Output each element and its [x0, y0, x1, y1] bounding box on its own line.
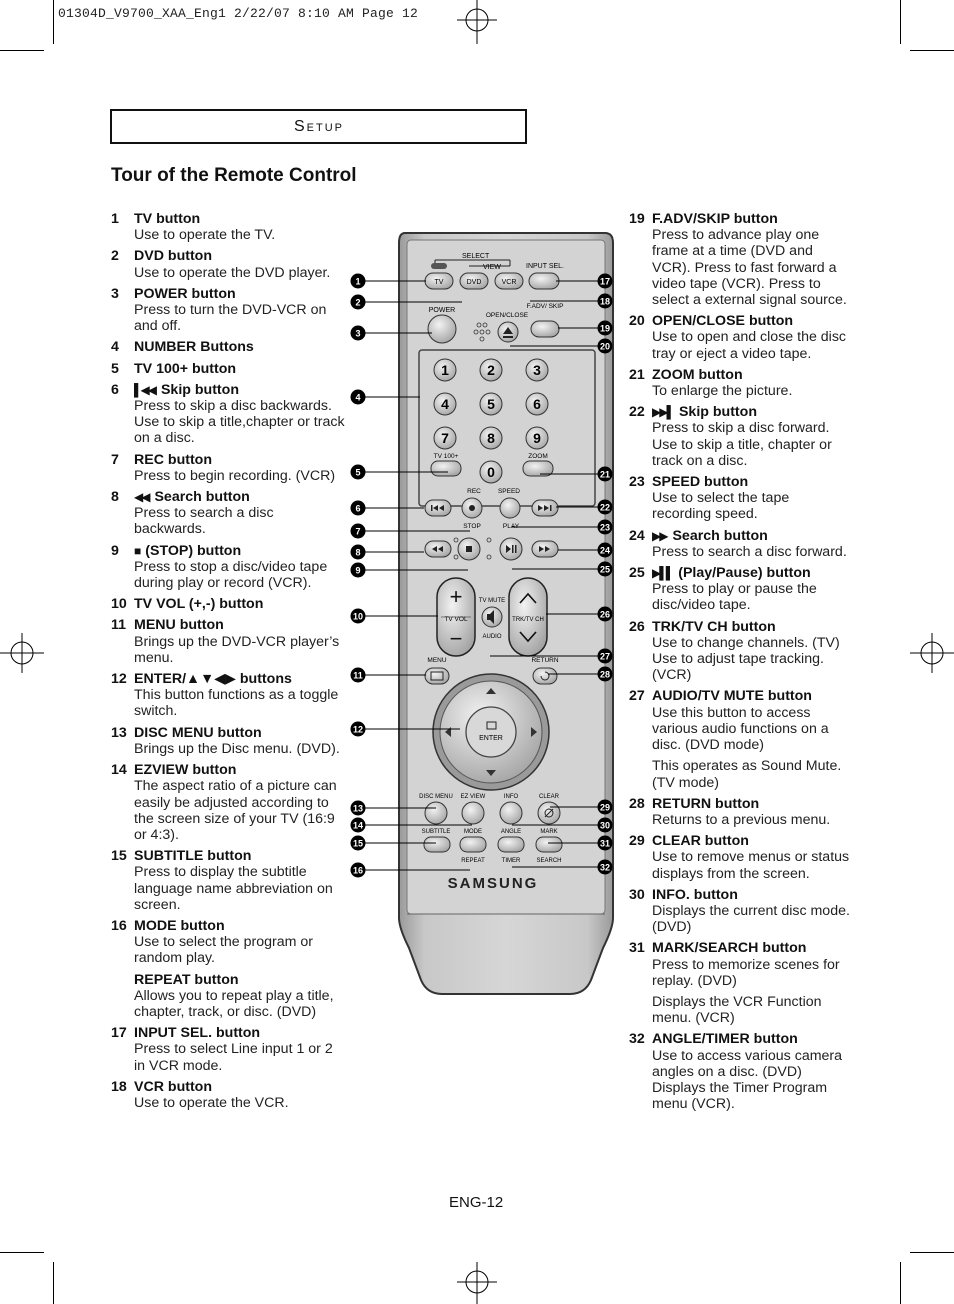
svg-text:MODE: MODE	[464, 829, 482, 835]
callout-number: 2	[355, 297, 361, 308]
callout-number: 29	[599, 802, 611, 813]
svg-text:REC: REC	[467, 488, 481, 495]
item-title-text: RETURN button	[652, 795, 760, 812]
item-description: This button functions as a toggle switch.	[134, 687, 339, 720]
item-number: 18	[111, 1078, 127, 1095]
callout-number: 25	[599, 564, 611, 575]
svg-text:MARK: MARK	[540, 829, 558, 835]
item-title-text: F.ADV/SKIP button	[652, 211, 778, 227]
svg-text:TV MUTE: TV MUTE	[478, 598, 506, 604]
print-slug: 01304D_V9700_XAA_Eng1 2/22/07 8:10 AM Page 12	[58, 6, 419, 21]
callout-number: 23	[599, 522, 611, 533]
item-title-text: AUDIO/TV MUTE button	[652, 688, 812, 705]
item-number: 26	[629, 618, 645, 635]
callout-number: 31	[599, 838, 611, 849]
item-description: Press to begin recording. (VCR)	[134, 467, 336, 484]
item-description: Use to operate the DVD player.	[134, 264, 331, 281]
item-title-text: MENU button	[134, 617, 224, 634]
repeat-note-title: REPEAT button	[134, 971, 239, 988]
item-number: 12	[111, 671, 127, 688]
digit-label: 1	[441, 362, 449, 378]
item-description: Use to open and close the disc tray or eject a video tape.	[652, 329, 847, 362]
item-title-text: POWER button	[134, 285, 236, 302]
item-number: 21	[629, 366, 645, 383]
item-number: 9	[111, 542, 119, 559]
callout-number: 14	[352, 820, 364, 831]
item-description: The aspect ratio of a picture can easily be adjusted according to the screen size of your TV (16:9 or 4:3).	[134, 778, 337, 843]
item-title-text: VCR button	[134, 1078, 213, 1095]
item-number: 25	[629, 565, 645, 582]
item-number: 11	[111, 617, 126, 634]
page-number: ENG-12	[449, 1194, 504, 1211]
item-description: Use to select the program or random play.	[134, 934, 313, 967]
svg-text:TV 100+: TV 100+	[433, 453, 459, 460]
item-number: 19	[629, 211, 645, 227]
callout-number: 10	[352, 611, 364, 622]
item-number: 32	[629, 1031, 645, 1048]
callout-number: 11	[353, 670, 363, 681]
item-title-text: Search button	[672, 527, 768, 544]
page-heading: Tour of the Remote Control	[111, 165, 357, 186]
svg-text:STOP: STOP	[463, 523, 481, 530]
item-extra-description: Displays the VCR Function menu. (VCR)	[652, 993, 822, 1027]
item-title-text: MODE button	[134, 917, 225, 934]
button-glyph-icon: ◀◀	[134, 490, 149, 505]
svg-text:TIMER: TIMER	[501, 858, 521, 864]
svg-text:POWER: POWER	[428, 307, 456, 314]
callout-number: 26	[599, 609, 611, 620]
item-description: Use this button to access various audio functions on a disc. (DVD mode)	[652, 704, 829, 754]
item-description: Press to skip a disc forward. Use to skip a title, chapter or track on a disc.	[652, 420, 832, 469]
item-title-text: SPEED button	[652, 474, 749, 491]
svg-text:TV: TV	[434, 279, 444, 286]
item-title-text: Skip button	[160, 381, 239, 398]
item-description: Returns to a previous menu.	[652, 811, 831, 828]
callout-number: 28	[599, 669, 611, 680]
item-description: Use to remove menus or status displays from the screen.	[652, 849, 850, 882]
item-description: Use to change channels. (TV) Use to adjust tape tracking. (VCR)	[652, 634, 840, 684]
item-description: Brings up the Disc menu. (DVD).	[134, 740, 340, 757]
section-title: Setup	[294, 118, 345, 135]
item-title-text: TV VOL (+,-) button	[134, 596, 264, 613]
callout-number: 9	[355, 565, 361, 576]
item-number: 7	[111, 451, 119, 468]
svg-text:PLAY: PLAY	[502, 523, 520, 530]
item-number: 4	[111, 339, 119, 356]
item-title-text: (STOP) button	[145, 542, 242, 559]
item-number: 1	[111, 211, 119, 227]
item-number: 6	[111, 381, 119, 398]
callout-number: 3	[355, 328, 361, 339]
callout-number: 30	[599, 820, 611, 831]
callout-number: 5	[355, 467, 361, 478]
svg-text:EZ VIEW: EZ VIEW	[460, 794, 486, 800]
button-glyph-icon: ▶▌▌	[652, 566, 673, 581]
item-number: 17	[111, 1025, 127, 1042]
item-description: Press to select Line input 1 or 2 in VCR mode.	[134, 1041, 333, 1074]
item-description: Use to operate the TV.	[134, 227, 276, 244]
item-number: 13	[111, 724, 127, 741]
svg-text:TV VOL: TV VOL	[444, 616, 468, 623]
item-number: 8	[111, 489, 119, 506]
item-description: Press to play or pause the disc/video tape.	[652, 581, 817, 614]
button-glyph-icon: ■	[134, 543, 140, 558]
item-title-text: TV button	[134, 211, 201, 227]
item-title-text: INFO. button	[652, 886, 738, 903]
digit-label: 7	[441, 430, 449, 446]
item-number: 10	[111, 596, 127, 613]
digit-label: 3	[533, 362, 541, 378]
item-number: 31	[629, 940, 645, 957]
svg-text:CLEAR: CLEAR	[538, 794, 560, 800]
item-title-text: NUMBER Buttons	[134, 339, 254, 356]
callout-number: 18	[599, 296, 611, 307]
item-title-text: SUBTITLE button	[134, 848, 252, 865]
callout-number: 24	[599, 545, 611, 556]
callout-number: 15	[352, 838, 364, 849]
item-number: 27	[629, 688, 645, 705]
item-number: 2	[111, 248, 119, 265]
item-extra-description: This operates as Sound Mute. (TV mode)	[652, 758, 842, 791]
vol-minus-icon: −	[449, 626, 463, 651]
repeat-note-desc: Allows you to repeat play a title, chapter, track, or disc. (DVD)	[134, 987, 334, 1020]
svg-text:ANGLE: ANGLE	[500, 829, 522, 835]
callout-number: 19	[599, 323, 611, 334]
callout-number: 12	[352, 724, 364, 735]
item-title-text: Skip button	[678, 404, 757, 421]
svg-text:SUBTITLE: SUBTITLE	[421, 829, 451, 835]
button-glyph-icon: ▶▶	[652, 528, 667, 543]
item-number: 20	[629, 313, 645, 330]
item-number: 28	[629, 795, 645, 812]
brand-logo: SAMSUNG	[447, 875, 539, 892]
item-description: Use to access various camera angles on a disc. (DVD) Displays the Timer Program menu (VCR).	[652, 1047, 843, 1113]
button-glyph-icon: ▶▶▌	[652, 405, 673, 420]
item-description: To enlarge the picture.	[652, 383, 793, 400]
item-title-text: ZOOM button	[652, 366, 743, 383]
item-title-text: ANGLE/TIMER button	[652, 1031, 798, 1048]
callout-number: 6	[355, 503, 361, 514]
callout-number: 27	[599, 651, 611, 662]
item-description: Displays the current disc mode. (DVD)	[652, 902, 850, 936]
svg-text:AUDIO: AUDIO	[482, 634, 502, 640]
item-description: Press to skip a disc backwards. Use to skip a title,chapter or track on a disc.	[134, 398, 345, 447]
item-description: Press to advance play one frame at a time (DVD and VCR). Press to fast forward a video tape (VCR). Press to select a external signal source.	[652, 227, 847, 309]
digit-label: 5	[487, 396, 495, 412]
callout-number: 16	[352, 865, 364, 876]
input-sel-label: INPUT SEL.	[526, 263, 564, 270]
svg-text:SEARCH: SEARCH	[536, 858, 562, 864]
callout-number: 7	[355, 526, 361, 537]
item-description: Brings up the DVD-VCR player’s menu.	[134, 633, 340, 666]
callout-number: 17	[599, 276, 611, 287]
item-title-text: TV 100+ button	[134, 360, 237, 377]
item-description: Press to stop a disc/video tape during play or record (VCR).	[134, 558, 328, 592]
item-description: Use to operate the VCR.	[134, 1094, 289, 1111]
view-label: VIEW	[483, 264, 501, 271]
item-number: 30	[629, 886, 645, 903]
callout-number: 4	[355, 392, 361, 403]
callout-number: 13	[352, 803, 364, 814]
item-title-text: OPEN/CLOSE button	[652, 313, 794, 330]
item-number: 15	[111, 848, 127, 865]
item-title-text: REC button	[134, 451, 213, 468]
item-title-text: EZVIEW button	[134, 762, 237, 779]
svg-text:VCR: VCR	[501, 279, 517, 286]
item-description: Press to search a disc backwards.	[134, 505, 274, 538]
callout-number: 32	[599, 862, 611, 873]
callout-number: 21	[599, 469, 611, 480]
item-title-text: ENTER/▲▼◀▶ buttons	[134, 671, 292, 688]
item-description: Press to display the subtitle language name abbreviation on screen.	[134, 864, 333, 913]
item-description: Press to memorize scenes for replay. (DVD)	[652, 956, 840, 989]
callout-number: 1	[355, 276, 361, 287]
item-number: 29	[629, 833, 645, 850]
item-number: 14	[111, 762, 127, 779]
svg-text:OPEN/CLOSE: OPEN/CLOSE	[485, 312, 529, 319]
vol-plus-icon: +	[449, 584, 463, 609]
item-title-text: Search button	[154, 489, 250, 506]
digit-label: 9	[533, 430, 541, 446]
svg-text:DISC MENU: DISC MENU	[419, 794, 453, 800]
digit-label: 4	[441, 396, 449, 412]
svg-text:RETURN: RETURN	[531, 657, 559, 664]
svg-text:SPEED: SPEED	[497, 488, 521, 495]
item-number: 3	[111, 285, 119, 302]
callout-number: 22	[599, 502, 611, 513]
item-title-text: CLEAR button	[652, 833, 749, 850]
item-title-text: TRK/TV CH button	[652, 618, 776, 635]
svg-text:REPEAT: REPEAT	[461, 858, 485, 864]
svg-text:DVD: DVD	[466, 279, 482, 286]
svg-text:MENU: MENU	[427, 657, 447, 664]
svg-text:ENTER: ENTER	[479, 735, 503, 742]
item-title-text: DISC MENU button	[134, 724, 262, 741]
item-title-text: MARK/SEARCH button	[652, 940, 807, 957]
item-description: Press to search a disc forward.	[652, 543, 847, 560]
svg-text:INFO: INFO	[503, 794, 519, 800]
button-glyph-icon: ▌◀◀	[134, 382, 155, 397]
svg-text:TRK/TV CH: TRK/TV CH	[512, 617, 544, 623]
item-number: 23	[629, 474, 645, 491]
digit-label: 2	[487, 362, 495, 378]
callout-number: 8	[355, 547, 361, 558]
item-description: Press to turn the DVD-VCR on and off.	[134, 302, 327, 335]
item-description: Use to select the tape recording speed.	[652, 490, 790, 523]
digit-label: 0	[487, 464, 495, 480]
item-title-text: DVD button	[134, 248, 213, 265]
item-number: 24	[629, 527, 645, 544]
item-number: 22	[629, 404, 645, 421]
callout-number: 20	[599, 341, 611, 352]
svg-text:ZOOM: ZOOM	[528, 453, 548, 460]
digit-label: 6	[533, 396, 541, 412]
svg-text:F.ADV/ SKIP: F.ADV/ SKIP	[526, 303, 564, 310]
item-title-text: INPUT SEL. button	[134, 1025, 261, 1042]
item-number: 16	[111, 917, 127, 934]
item-title-text: (Play/Pause) button	[678, 565, 811, 582]
digit-label: 8	[487, 430, 495, 446]
item-number: 5	[111, 360, 119, 377]
select-label: SELECT	[462, 253, 490, 260]
